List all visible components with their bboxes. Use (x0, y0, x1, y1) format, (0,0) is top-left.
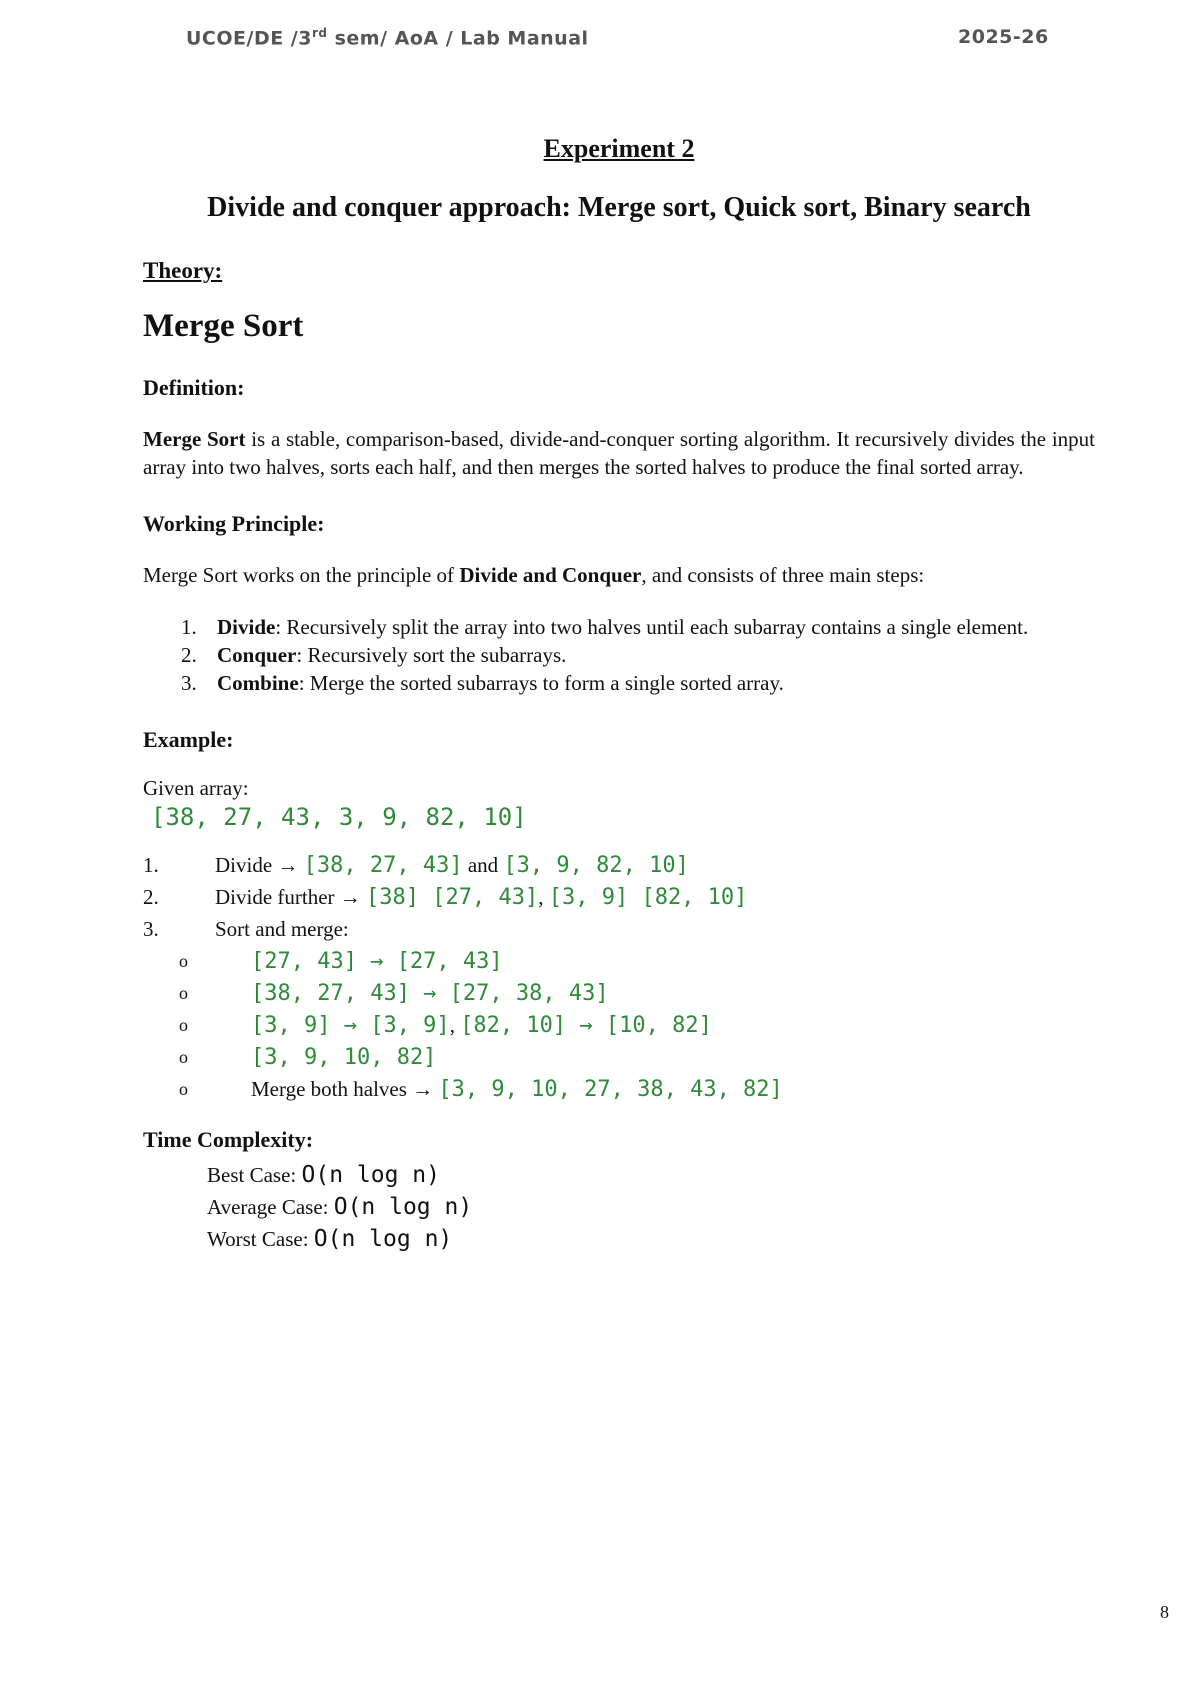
page-content (143, 134, 1095, 1255)
example-step: 2. Divide further → [38] [27, 43], [3, 9] [82, 10] (143, 885, 748, 910)
running-header-year: 2025-26 (958, 26, 1049, 48)
given-array: [38, 27, 43, 3, 9, 82, 10] (151, 803, 527, 831)
given-array-label: Given array: (143, 776, 249, 800)
example-step: 1. Divide → [38, 27, 43] and [3, 9, 82, 10] (143, 853, 689, 878)
experiment-title: Experiment 2 (543, 134, 695, 163)
page-number: 8 (1160, 1602, 1169, 1622)
worst-case-row: Worst Case: O(n log n) (207, 1226, 453, 1252)
working-principle-heading: Working Principle: (143, 511, 325, 536)
main-title: Divide and conquer approach: Merge sort, Quick sort, Binary search (207, 192, 1031, 223)
steps-list (143, 613, 1095, 697)
working-principle-intro: Merge Sort works on the principle of Divide and Conquer, and consists of three main steps: (143, 563, 925, 587)
example-heading: Example: (143, 727, 234, 752)
example-step: 3. Sort and merge: (143, 917, 349, 941)
list-item: 1. Divide: Recursively split the array into two halves until each subarray contains a single element. (181, 615, 1029, 639)
example-substep: o Merge both halves → [3, 9, 10, 27, 38, 43, 82] (179, 1077, 783, 1102)
section-title: Merge Sort (143, 308, 304, 344)
definition-paragraph: Merge Sort is a stable, comparison-based, divide-and-conquer sorting algorithm. It recursively divides the input array into two halves, sorts each half, and then merges the sorted halves to produce the final sorted array. (143, 427, 1095, 479)
definition-heading: Definition: (143, 375, 245, 400)
running-header-left: UCOE/DE /3rd sem/ AoA / Lab Manual (186, 26, 589, 50)
theory-heading: Theory: (143, 258, 223, 283)
example-substep: o [27, 43] → [27, 43] (179, 949, 503, 974)
example-steps (143, 849, 1095, 1105)
time-complexity-list (143, 1159, 1095, 1255)
average-case-row: Average Case: O(n log n) (207, 1194, 473, 1220)
example-substep: o [38, 27, 43] → [27, 38, 43] (179, 981, 609, 1006)
example-substep: o [3, 9] → [3, 9], [82, 10] → [10, 82] (179, 1013, 712, 1038)
list-item: 2. Conquer: Recursively sort the subarrays. (181, 643, 567, 667)
list-item: 3. Combine: Merge the sorted subarrays to form a single sorted array. (181, 671, 784, 695)
example-substep: o [3, 9, 10, 82] (179, 1045, 437, 1070)
time-complexity-heading: Time Complexity: (143, 1127, 314, 1152)
best-case-row: Best Case: O(n log n) (207, 1162, 440, 1188)
